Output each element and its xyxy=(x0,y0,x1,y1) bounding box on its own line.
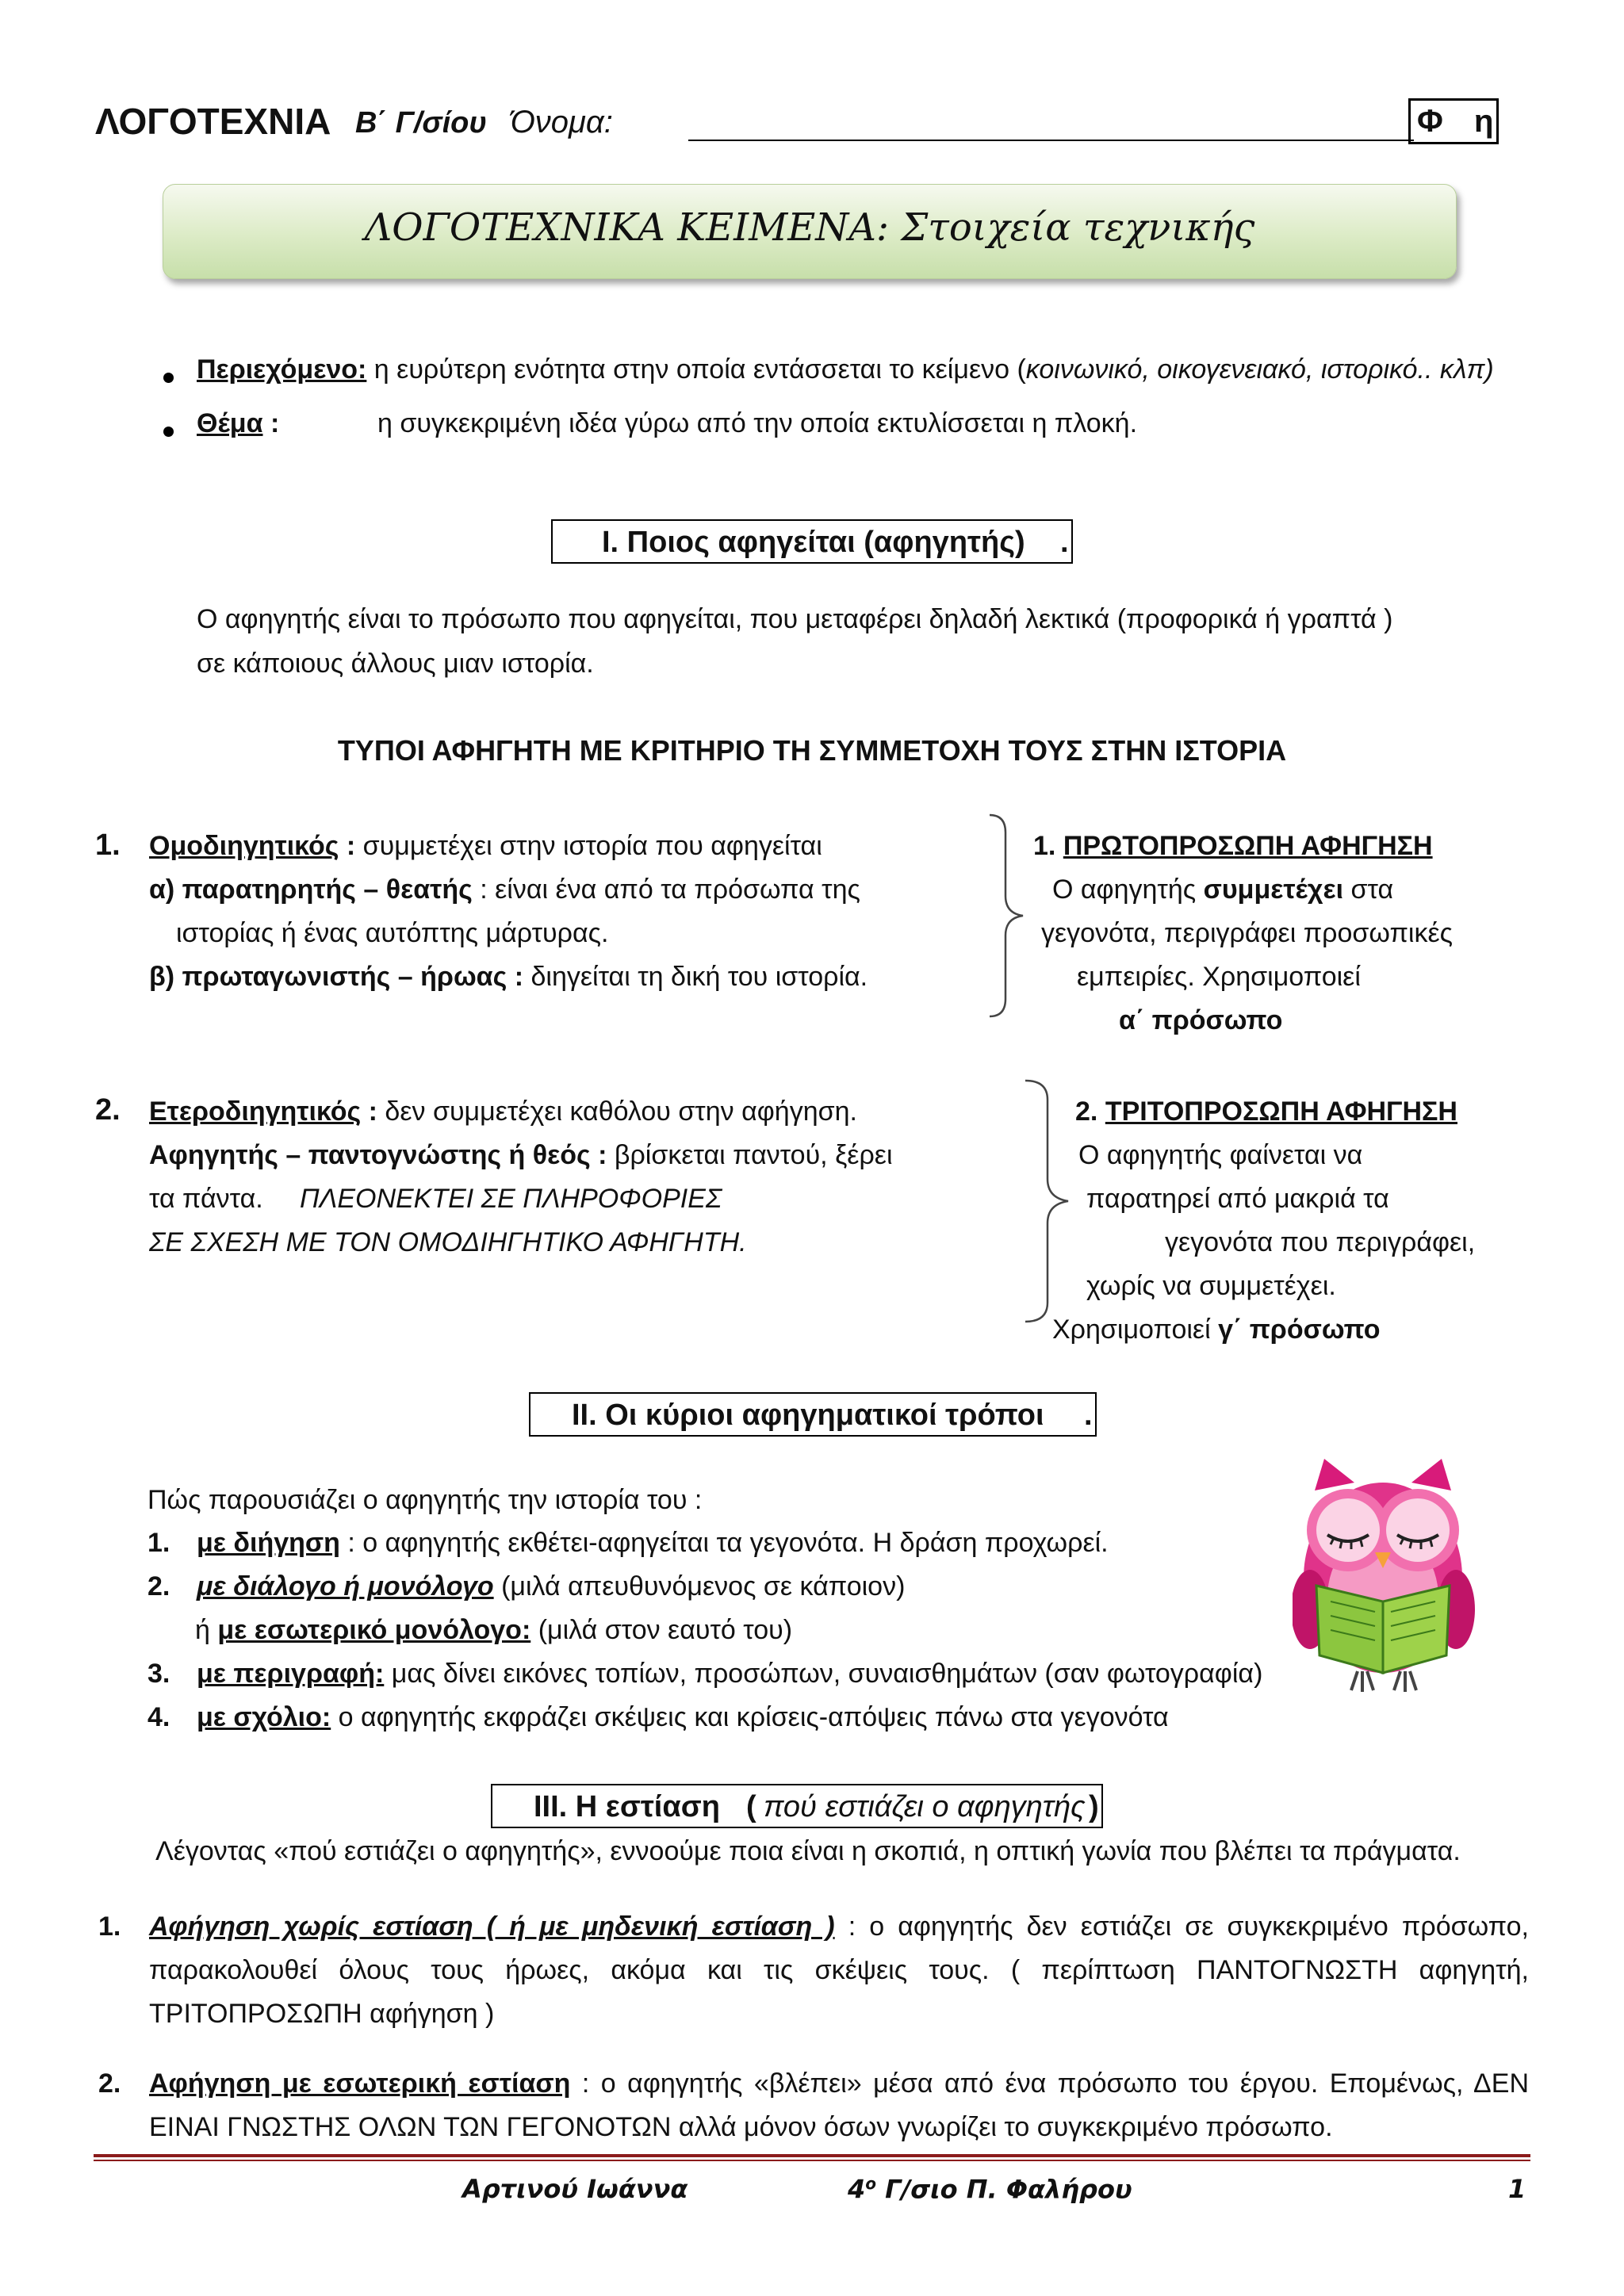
type-1a-line: α) παρατηρητής – θεατής : είναι ένα από τα πρόσωπα της xyxy=(149,874,860,905)
type-1-number: 1. xyxy=(95,828,121,862)
zero-focus-line3: ΤΡΙΤΟΠΡΟΣΩΠΗ αφήγηση ) xyxy=(149,1999,495,2029)
footer-rule-thin xyxy=(94,2160,1530,2161)
section-1-heading: Ι. Ποιος αφηγείται (αφηγητής) . xyxy=(551,519,1073,564)
intro-content-line: Περιεχόμενο: η ευρύτερη ενότητα στην οποία εντάσσεται το κείμενο (κοινωνικό, οικογενειακό, ιστορικό.. κλπ) xyxy=(197,354,1494,385)
zero-focus-line1: Αφήγηση χωρίς εστίαση ( ή με μηδενική εστίαση ) : ο αφηγητής δεν εστιάζει σε συγκεκριμένο πρόσωπο, xyxy=(149,1911,1529,1942)
focus-number: 1. xyxy=(98,1911,121,1942)
mode-number: 3. xyxy=(147,1659,170,1689)
page-number: 1 xyxy=(1508,2174,1526,2204)
type-1b-line: β) πρωταγωνιστής – ήρωας : διηγείται τη δική του ιστορία. xyxy=(149,962,868,992)
banner-title: ΛΟΓΟΤΕΧΝΙΚΑ ΚΕΙΜΕΝΑ: Στοιχεία τεχνικής xyxy=(364,205,1255,250)
section-3-heading: ΙΙΙ. Η εστίαση ( πού εστιάζει ο αφηγητής ) xyxy=(491,1784,1103,1828)
intro-theme-term: Θέμα : xyxy=(197,408,280,438)
modes-intro: Πώς παρουσιάζει ο αφηγητής την ιστορία του : xyxy=(147,1485,703,1515)
section-2-heading: ΙΙ. Οι κύριοι αφηγηματικοί τρόποι . xyxy=(529,1392,1097,1437)
type-1a-cont: ιστορίας ή ένας αυτόπτης μάρτυρας. xyxy=(176,918,609,948)
bullet-icon xyxy=(163,373,174,383)
first-person-line3: εμπειρίες. Χρησιμοποιεί xyxy=(1077,962,1361,992)
internal-focus-line1: Αφήγηση με εσωτερική εστίαση : ο αφηγητής «βλέπει» μέσα από ένα πρόσωπο του έργου. Επομένως, ΔΕΝ xyxy=(149,2068,1529,2099)
mode-description: με περιγραφή: μας δίνει εικόνες τοπίων, προσώπων, συναισθημάτων (σαν φωτογραφία) xyxy=(197,1659,1263,1689)
type-2-line: Ετεροδιηγητικός : δεν συμμετέχει καθόλου στην αφήγηση. xyxy=(149,1096,857,1127)
focus-intro: Λέγοντας «πού εστιάζει ο αφηγητής», εννοούμε ποια είναι η σκοπιά, η οπτική γωνία που βλέπει τα πράγματα. xyxy=(155,1836,1461,1866)
header-box xyxy=(1408,98,1499,144)
subject-title: ΛΟΓΟΤΕΧΝΙΑ xyxy=(95,101,331,142)
mode-narration: με διήγηση : ο αφηγητής εκθέτει-αφηγείται τα γεγονότα. Η δράση προχωρεί. xyxy=(197,1528,1109,1558)
type-2-line4: ΣΕ ΣΧΕΣΗ ΜΕ ΤΟΝ ΟΜΟΔΙΗΓΗΤΙΚΟ ΑΦΗΓΗΤΗ. xyxy=(149,1227,747,1257)
first-person-line1: Ο αφηγητής συμμετέχει στα xyxy=(1052,874,1394,905)
third-person-line5: Χρησιμοποιεί γ΄ πρόσωπο xyxy=(1052,1314,1381,1345)
reading-owl-illustration xyxy=(1293,1459,1475,1697)
narrator-definition-line2: σε κάποιους άλλους μιαν ιστορία. xyxy=(197,649,594,679)
mode-number: 2. xyxy=(147,1571,170,1601)
third-person-title: 2. ΤΡΙΤΟΠΡΟΣΩΠΗ ΑΦΗΓΗΣΗ xyxy=(1075,1096,1457,1127)
third-person-line2: παρατηρεί από μακριά τα xyxy=(1086,1184,1389,1214)
narrator-definition-line1: Ο αφηγητής είναι το πρόσωπο που αφηγείται, που μεταφέρει δηλαδή λεκτικά (προφορικά ή γραπτά ) xyxy=(197,604,1393,634)
mode-number: 1. xyxy=(147,1528,170,1558)
third-person-line1: Ο αφηγητής φαίνεται να xyxy=(1078,1140,1363,1170)
box-letter-eta: η xyxy=(1474,104,1494,139)
footer-school: $4^o$ Γ/σιο Π. Φαλήρου xyxy=(848,2174,1132,2205)
zero-focus-line2: παρακολουθεί όλους τους ήρωες, ακόμα και τις σκέψεις τους. ( περίπτωση ΠΑΝΤΟΓΝΩΣΤΗ αφηγητή, xyxy=(149,1955,1529,1985)
name-field-line[interactable] xyxy=(688,140,1414,141)
name-label: Όνομα: xyxy=(510,105,613,140)
third-person-line3: γεγονότα που περιγράφει, xyxy=(1165,1227,1476,1257)
footer-author: Αρτινού Ιωάννα xyxy=(462,2174,688,2204)
box-letter-phi: Φ xyxy=(1417,104,1443,139)
mode-inner-monologue: ή με εσωτερικό μονόλογο: (μιλά στον εαυτό του) xyxy=(195,1615,793,1645)
intro-theme-text: η συγκεκριμένη ιδέα γύρω από την οποία εκτυλίσσεται η πλοκή. xyxy=(377,408,1138,438)
third-person-line4: χωρίς να συμμετέχει. xyxy=(1086,1271,1336,1301)
first-person-title: 1. ΠΡΩΤΟΠΡΟΣΩΠΗ ΑΦΗΓΗΣΗ xyxy=(1033,831,1433,861)
type-1-line: Ομοδιηγητικός : συμμετέχει στην ιστορία που αφηγείται xyxy=(149,831,822,861)
first-person-line2: γεγονότα, περιγράφει προσωπικές xyxy=(1041,918,1454,948)
type-2-number: 2. xyxy=(95,1093,121,1127)
mode-dialogue: με διάλογο ή μονόλογο (μιλά απευθυνόμενος σε κάποιον) xyxy=(197,1571,906,1601)
class-label: Β΄ Γ/σίου xyxy=(355,106,487,140)
mode-number: 4. xyxy=(147,1702,170,1732)
mode-comment: με σχόλιο: ο αφηγητής εκφράζει σκέψεις και κρίσεις-απόψεις πάνω στα γεγονότα xyxy=(197,1702,1169,1732)
brace-1-icon xyxy=(983,809,1039,1023)
internal-focus-line2: ΕΙΝΑΙ ΓΝΩΣΤΗΣ ΟΛΩΝ ΤΩΝ ΓΕΓΟΝΟΤΩΝ αλλά μόνον όσων γνωρίζει το συγκεκριμένο πρόσωπο. xyxy=(149,2112,1333,2142)
first-person-line4: α΄ πρόσωπο xyxy=(1119,1005,1283,1035)
types-title: ΤΥΠΟΙ ΑΦΗΓΗΤΗ ΜΕ ΚΡΙΤΗΡΙΟ ΤΗ ΣΥΜΜΕΤΟΧΗ ΤΟΥΣ ΣΤΗΝ ΙΣΤΟΡΙΑ xyxy=(337,734,1287,767)
type-2-line2: Αφηγητής – παντογνώστης ή θεός : βρίσκεται παντού, ξέρει xyxy=(149,1140,893,1170)
title-banner xyxy=(163,184,1457,279)
bullet-icon xyxy=(163,427,174,437)
type-2-line3-a: τα πάντα. xyxy=(149,1184,263,1214)
brace-2-icon xyxy=(1019,1074,1082,1328)
focus-number: 2. xyxy=(98,2068,121,2099)
type-2-line3-b: ΠΛΕΟΝΕΚΤΕΙ ΣΕ ΠΛΗΡΟΦΟΡΙΕΣ xyxy=(300,1184,722,1214)
footer-rule xyxy=(94,2154,1530,2157)
